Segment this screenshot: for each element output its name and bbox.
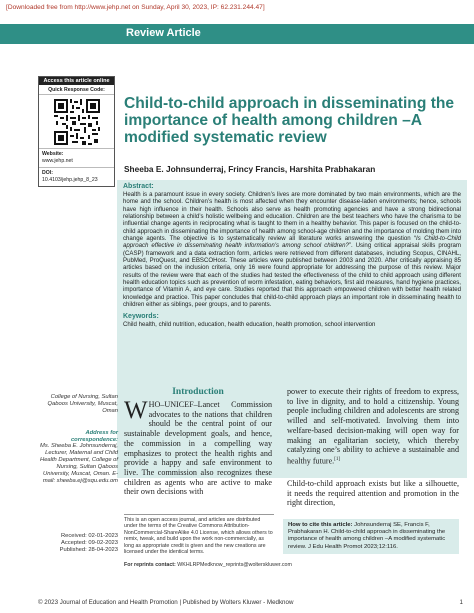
access-online-heading: Access this article online [39, 77, 114, 85]
keywords-heading: Keywords: [123, 312, 159, 320]
reprints-email[interactable]: WKHLRPMedknow_reprints@wolterskluwer.com [177, 562, 292, 568]
citation-label: How to cite this article: [288, 522, 353, 528]
citation-box [283, 519, 459, 554]
doi-row [39, 168, 114, 186]
page-footer [38, 599, 463, 606]
article-dates [38, 533, 118, 554]
qr-code-container [39, 95, 114, 149]
license-notice: This is an open access journal, and articles are distributed under the terms of the Creative Commons Attribution-NonCommercial-ShareAlike 4.0 License, which allows others to remix, tweak, and build upon the work non-commercially, as long as appropriate credit is given and the new creations are licensed under the identical terms. [124, 514, 274, 555]
keywords-list: Child health, child nutrition, education, health education, health promotion, school intervention [123, 320, 376, 328]
access-online-box [38, 76, 115, 187]
received-date: Received: 02-01-2023 [60, 533, 118, 539]
correspondence-heading: Address for correspondence: [70, 430, 118, 443]
introduction-paragraph-3: Child-to-child approach exists but like a silhouette, it needs the required attention and promotion in the right direction, [287, 479, 459, 508]
affiliation [38, 394, 118, 415]
abstract-heading: Abstract: [123, 183, 154, 190]
article-type-banner [0, 24, 474, 44]
article-type-label: Review Article [126, 27, 201, 39]
doi-label: DOI: [42, 170, 53, 176]
website-row [39, 149, 114, 168]
abstract-text-part-2: ”. Using critical appraisal skills program (CASP) framework and a data extraction form, articles were retrieved from different databases, including Scopus, CINAHL, PubMed, ProQuest, and EBSCOHost. These articles were published between 2003 and 2020. After critically appraising 85 articles based on the inclusion criteria, only 16 were found appropriate for addressing the purpose of this review. Major results of the review were that each of the studies had tested the effectiveness of the child to child approach using different health education topics such as prevention of worm infestation, eating behaviors, first aid measures, hand hygiene practices, importance of Vitamin A, and eye care. Studies reported that this approach empowered children with better health related knowledge and practice. This paper concludes that child-to-child approach plays an important role in disseminating health to children either as siblings, peer groups, and to parents. [123, 242, 462, 309]
website-label: Website: [42, 151, 64, 157]
introduction-p2-text: power to execute their rights of freedom to express, to live in dignity, and to hold a citizenship. Young people including children and adolescents are strong willed and self-motivated. Involving them into welfare-based decision-making will open way for making an egalitarian society, which thereby catalyzing one’s ability to achieve a sustainable and healthy future. [287, 387, 459, 466]
introduction-p1-text: HO–UNICEF–Lancet Commission advocates to the nations that children should be the central point of our sustainable development goals, and hence, the commission in a compelling way emphasizes to protect the health rights and provide a happy and safe environment to live. The commission also recognizes these children as agents who are active to make their own decisions with [124, 400, 272, 497]
author-list: Sheeba E. Johnsunderraj, Frincy Francis, Harshita Prabhakaran [124, 164, 376, 174]
abstract-text-part-1: Health is a paramount issue in every society. Children’s lives are more dominated by two main environments, which are the home and the school. Children’s health is most affected when they encounter disease-laden environments; hence, schools have high influence in their health. Schools also serve as health promoting agencies and have a strong bidirectional relationship between a child’s holistic wellbeing and education. Children are the best teachers who have the charisma to be influential change agents in reciprocating what is taught to them in a healthy behavior. This paper is focused on the child-to-child approach in disseminating the importance of health among school-age children and the importance of molding them into change agents. The objective is to systematically review all literature works answering the question “ [123, 191, 461, 243]
page-number: 1 [459, 599, 463, 606]
abstract-body [123, 191, 461, 309]
article-title: Child-to-child approach in disseminating the importance of health among children –A modified systematic review [124, 95, 455, 146]
drop-cap: W [124, 397, 148, 424]
introduction-paragraph-2 [287, 387, 459, 466]
abstract-research-question: Is Child-to-Child approach effective in disseminating health information’s among school children? [123, 235, 461, 250]
qr-code-label: Quick Response Code: [39, 85, 114, 95]
published-date: Published: 28-04-2023 [59, 547, 118, 553]
download-notice: [Downloaded free from http://www.jehp.net on Sunday, April 30, 2023, IP: 62.231.244.47] [6, 4, 265, 11]
doi-link[interactable]: 10.4103/jehp.jehp_8_23 [42, 177, 98, 183]
affiliation-text: College of Nursing, Sultan Qaboos University, Muscat, Oman [47, 394, 118, 414]
introduction-heading: Introduction [172, 387, 224, 397]
citation-text: Johnsunderraj SE, Francis F, Prabhakaran H. Child-to-child approach in disseminating the importance of health among children –A modified systematic review. J Edu Health Promot 2023;12:116. [288, 522, 446, 550]
introduction-paragraph-1 [124, 397, 272, 497]
reference-link[interactable]: [1] [334, 457, 341, 463]
correspondence-details: Ms. Sheeba E. Johnsunderraj, Lecturer, Maternal and Child Health Department, College of Nursing, Sultan Qaboos University, Muscat, Oman. E-mail: sheeba.ej@squ.edu.om [40, 443, 118, 484]
reprints-contact [124, 562, 292, 568]
website-link[interactable]: www.jehp.net [42, 158, 73, 164]
qr-code-icon[interactable] [54, 99, 100, 145]
accepted-date: Accepted: 09-02-2023 [60, 540, 118, 546]
reprints-label: For reprints contact: [124, 562, 176, 568]
footer-copyright: © 2023 Journal of Education and Health Promotion | Published by Wolters Kluwer - Medknow [38, 599, 294, 606]
